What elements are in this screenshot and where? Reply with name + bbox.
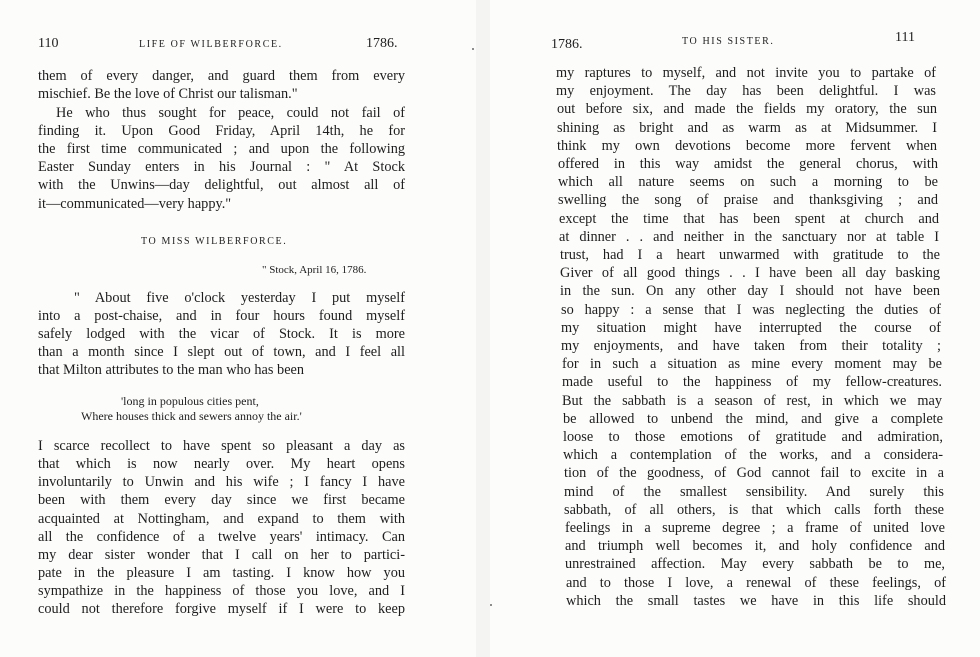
text-line: loose to those emotions of gratitude and admiration, <box>563 429 943 445</box>
page-number: 110 <box>38 36 59 51</box>
running-title: TO HIS SISTER. <box>682 36 775 47</box>
text-line: be allowed to unbend the mind, and give a complete <box>563 411 943 427</box>
text-line: my raptures to myself, and not invite you to partake of <box>556 65 936 81</box>
right-page <box>490 0 980 657</box>
text-line: in the sun. On any other day I should not have been <box>560 283 940 299</box>
text-line: that Milton attributes to the man who has been <box>38 362 305 378</box>
text-line: out before six, and made the fields my oratory, the sun <box>557 101 937 117</box>
text-line: could not therefore forgive myself if I were to keep <box>38 601 405 617</box>
letter-dateline: " Stock, April 16, 1786. <box>262 264 367 276</box>
text-line: for in such a situation as mine every moment may be <box>562 356 942 372</box>
text-line: at dinner . . and neither in the sanctuary nor at table I <box>559 229 939 245</box>
book-gutter <box>476 0 490 657</box>
text-line: mischief. Be the love of Christ our talisman." <box>38 86 298 102</box>
text-line: Giver of all good things . . I have been all day basking <box>560 265 940 281</box>
running-year: 1786. <box>366 36 398 51</box>
text-line: safely lodged with the vicar of Stock. It is more <box>38 326 405 342</box>
page-number: 111 <box>895 30 915 45</box>
text-line: finding it. Upon Good Friday, April 14th, he for <box>38 123 405 139</box>
text-line: made useful to the happiness of my fellow-creatures. <box>562 374 942 390</box>
text-line: been with them every day since we first became <box>38 492 405 508</box>
text-line: " About five o'clock yesterday I put myself <box>74 290 405 306</box>
text-line: my dear sister wonder that I call on her to partici- <box>38 547 405 563</box>
text-line: which the small tastes we have in this life should <box>566 593 946 609</box>
text-line: shining as bright and as warm as at Midsummer. I <box>557 120 937 136</box>
text-line: that which is now nearly over. My heart opens <box>38 456 405 472</box>
text-line: I scarce recollect to have spent so pleasant a day as <box>38 438 405 454</box>
running-year: 1786. <box>551 37 583 52</box>
text-line: mind of the smallest sensibility. And surely this <box>564 484 944 500</box>
text-line: offered in this way amidst the general chorus, with <box>558 156 938 172</box>
text-line: feelings in a supreme degree ; a frame of united love <box>565 520 945 536</box>
text-line: think my own devotions become more fervent when <box>557 138 937 154</box>
print-speck <box>490 604 492 606</box>
text-line: my enjoyments, and have taken from their totality ; <box>561 338 941 354</box>
text-line: Easter Sunday enters in his Journal : " At Stock <box>38 159 405 175</box>
text-line: them of every danger, and guard them from every <box>38 68 405 84</box>
text-line: which a contemplation of the works, and a considera- <box>563 447 943 463</box>
text-line: so happy : a sense that I was neglecting the duties of <box>561 302 941 318</box>
letter-heading: TO MISS WILBERFORCE. <box>141 236 288 247</box>
text-line: my enjoyment. The day has been delightful. I was <box>556 83 936 99</box>
text-line: my situation might have interrupted the course of <box>561 320 941 336</box>
text-line: it—communicated—very happy." <box>38 196 232 212</box>
text-line: pate in the pleasure I am tasting. I know how you <box>38 565 405 581</box>
text-line: trust, had I a heart unwarmed with gratitude to the <box>560 247 940 263</box>
text-line: But the sabbath is a season of rest, in which we may <box>562 393 942 409</box>
text-line: sympathize in the happiness of those you love, and I <box>38 583 405 599</box>
text-line: which all nature seems on such a morning to be <box>558 174 938 190</box>
text-line: tion of the goodness, of God cannot fail to excite in a <box>564 465 944 481</box>
left-page <box>0 0 476 657</box>
text-line: swelling the song of praise and thanksgiving ; and <box>558 192 938 208</box>
text-line: involuntarily to Unwin and his wife ; I fancy I have <box>38 474 405 490</box>
text-line: the first time communicated ; and upon the following <box>38 141 405 157</box>
running-title: LIFE OF WILBERFORCE. <box>139 39 283 50</box>
print-speck <box>472 48 474 50</box>
text-line: unrestrained affection. May every sabbath be to me, <box>565 556 945 572</box>
text-line: and to those I love, a renewal of these feelings, of <box>566 575 946 591</box>
text-line: into a post-chaise, and in four hours found myself <box>38 308 405 324</box>
text-line: than a month since I slept out of town, and I feel all <box>38 344 405 360</box>
text-line: He who thus sought for peace, could not fail of <box>56 105 405 121</box>
text-line: and triumph well becomes it, and holy confidence and <box>565 538 945 554</box>
verse-quote-line: 'long in populous cities pent, <box>121 394 259 408</box>
text-line: all the confidence of a twelve years' intimacy. Can <box>38 529 405 545</box>
text-line: with the Unwins—day delightful, out almost all of <box>38 177 405 193</box>
text-line: acquainted at Nottingham, and expand to them with <box>38 511 405 527</box>
text-line: except the time that has been spent at church and <box>559 211 939 227</box>
text-line: sabbath, of all others, is that which calls forth these <box>564 502 944 518</box>
verse-quote-line: Where houses thick and sewers annoy the air.' <box>81 409 302 423</box>
